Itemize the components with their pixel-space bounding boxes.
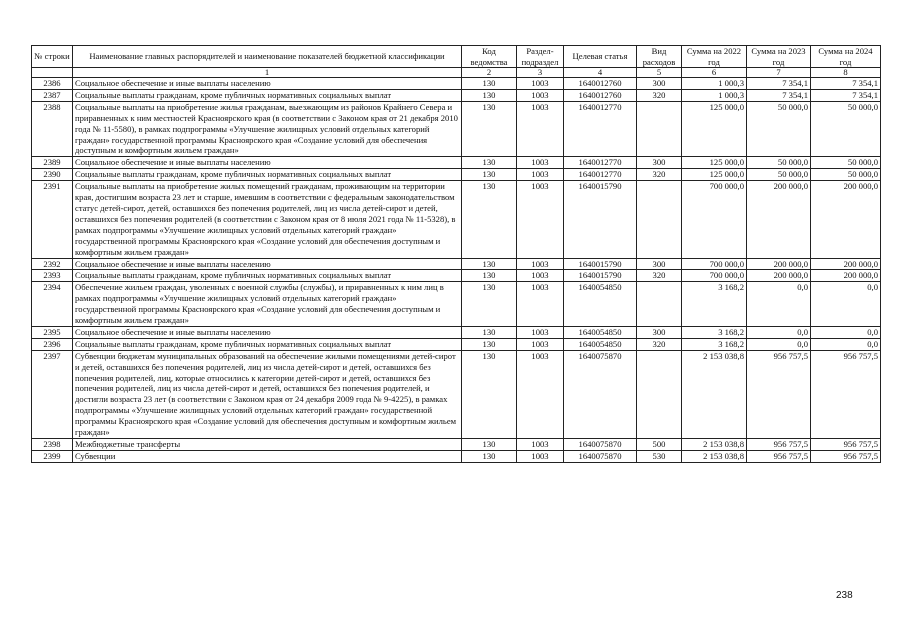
row-type-cell: 320 [637, 89, 682, 101]
row-sum-2024-cell: 956 757,5 [811, 350, 881, 438]
header-row-number: № строки [32, 46, 73, 68]
row-target-cell: 1640075870 [564, 439, 637, 451]
row-section-cell: 1003 [517, 282, 564, 327]
row-number-cell: 2393 [32, 270, 73, 282]
table-row [32, 270, 881, 282]
row-section-cell: 1003 [517, 258, 564, 270]
index-cell: 8 [811, 68, 881, 78]
row-number-cell: 2390 [32, 169, 73, 181]
row-name-cell: Социальные выплаты гражданам, кроме публичных нормативных социальных выплат [73, 270, 462, 282]
row-dept-cell: 130 [462, 181, 517, 258]
row-sum-2023-cell: 50 000,0 [747, 169, 811, 181]
row-sum-2023-cell: 956 757,5 [747, 350, 811, 438]
table-row [32, 101, 881, 157]
row-dept-cell: 130 [462, 326, 517, 338]
row-sum-2022-cell: 700 000,0 [682, 181, 747, 258]
row-dept-cell: 130 [462, 338, 517, 350]
row-sum-2024-cell: 200 000,0 [811, 258, 881, 270]
row-number-cell: 2389 [32, 157, 73, 169]
header-sum-2023: Сумма на 2023 год [747, 46, 811, 68]
table-row [32, 181, 881, 258]
table-row [32, 157, 881, 169]
column-index-row [32, 68, 881, 78]
row-name-cell: Социальные выплаты гражданам, кроме публичных нормативных социальных выплат [73, 338, 462, 350]
table-row [32, 282, 881, 327]
index-cell: 2 [462, 68, 517, 78]
row-sum-2023-cell: 956 757,5 [747, 450, 811, 462]
row-number-cell: 2395 [32, 326, 73, 338]
row-sum-2023-cell: 0,0 [747, 326, 811, 338]
row-sum-2022-cell: 700 000,0 [682, 258, 747, 270]
row-target-cell: 1640012770 [564, 101, 637, 157]
row-type-cell [637, 181, 682, 258]
row-name-cell: Социальные выплаты гражданам, кроме публичных нормативных социальных выплат [73, 89, 462, 101]
row-type-cell: 320 [637, 270, 682, 282]
table-row [32, 439, 881, 451]
row-dept-cell: 130 [462, 270, 517, 282]
row-section-cell: 1003 [517, 439, 564, 451]
row-type-cell: 300 [637, 157, 682, 169]
row-sum-2024-cell: 50 000,0 [811, 169, 881, 181]
row-sum-2024-cell: 956 757,5 [811, 439, 881, 451]
row-sum-2024-cell: 0,0 [811, 282, 881, 327]
row-target-cell: 1640012760 [564, 89, 637, 101]
row-target-cell: 1640054850 [564, 282, 637, 327]
row-sum-2024-cell: 200 000,0 [811, 181, 881, 258]
row-sum-2023-cell: 7 354,1 [747, 78, 811, 90]
row-sum-2023-cell: 956 757,5 [747, 439, 811, 451]
row-name-cell: Социальное обеспечение и иные выплаты населению [73, 157, 462, 169]
row-type-cell: 300 [637, 258, 682, 270]
row-dept-cell: 130 [462, 89, 517, 101]
row-number-cell: 2399 [32, 450, 73, 462]
table-row [32, 169, 881, 181]
header-target: Целевая статья [564, 46, 637, 68]
row-dept-cell: 130 [462, 258, 517, 270]
row-number-cell: 2398 [32, 439, 73, 451]
row-sum-2023-cell: 7 354,1 [747, 89, 811, 101]
row-sum-2023-cell: 50 000,0 [747, 101, 811, 157]
row-name-cell: Социальные выплаты на приобретение жилья гражданам, выезжающим из районов Крайнего Севера и приравненных к ним местностей Красноярского края (в соответствии с Законом края от 21 декабря 2010 года № 11-5580), в рамках подпрограммы «Улучшение жилищных условий отдельных категорий граждан» государственной программы Красноярского края «Создание условий для обеспечения доступным и комфортным жильем граждан» [73, 101, 462, 157]
row-section-cell: 1003 [517, 101, 564, 157]
row-sum-2023-cell: 200 000,0 [747, 181, 811, 258]
row-target-cell: 1640075870 [564, 350, 637, 438]
row-section-cell: 1003 [517, 89, 564, 101]
row-type-cell [637, 101, 682, 157]
row-type-cell: 300 [637, 78, 682, 90]
table-row [32, 78, 881, 90]
row-sum-2022-cell: 700 000,0 [682, 270, 747, 282]
row-dept-cell: 130 [462, 282, 517, 327]
row-sum-2022-cell: 2 153 038,8 [682, 450, 747, 462]
row-name-cell: Субвенции [73, 450, 462, 462]
row-dept-cell: 130 [462, 350, 517, 438]
row-sum-2022-cell: 1 000,3 [682, 78, 747, 90]
table-row [32, 326, 881, 338]
row-number-cell: 2392 [32, 258, 73, 270]
row-section-cell: 1003 [517, 326, 564, 338]
table-body [32, 78, 881, 463]
row-number-cell: 2396 [32, 338, 73, 350]
row-target-cell: 1640054850 [564, 326, 637, 338]
row-target-cell: 1640075870 [564, 450, 637, 462]
row-target-cell: 1640012770 [564, 169, 637, 181]
row-type-cell: 300 [637, 326, 682, 338]
header-section: Раздел-подраздел [517, 46, 564, 68]
row-target-cell: 1640015790 [564, 181, 637, 258]
row-section-cell: 1003 [517, 350, 564, 438]
index-cell: 3 [517, 68, 564, 78]
row-sum-2023-cell: 0,0 [747, 282, 811, 327]
row-sum-2024-cell: 7 354,1 [811, 89, 881, 101]
row-sum-2024-cell: 0,0 [811, 338, 881, 350]
row-target-cell: 1640012770 [564, 157, 637, 169]
budget-table [31, 45, 881, 463]
table-row [32, 258, 881, 270]
row-sum-2022-cell: 125 000,0 [682, 157, 747, 169]
row-sum-2023-cell: 200 000,0 [747, 258, 811, 270]
row-section-cell: 1003 [517, 169, 564, 181]
row-sum-2024-cell: 200 000,0 [811, 270, 881, 282]
row-sum-2022-cell: 3 168,2 [682, 326, 747, 338]
row-sum-2024-cell: 50 000,0 [811, 157, 881, 169]
row-target-cell: 1640012760 [564, 78, 637, 90]
row-dept-cell: 130 [462, 169, 517, 181]
row-type-cell [637, 350, 682, 438]
row-section-cell: 1003 [517, 78, 564, 90]
row-sum-2022-cell: 1 000,3 [682, 89, 747, 101]
row-sum-2024-cell: 50 000,0 [811, 101, 881, 157]
row-sum-2023-cell: 0,0 [747, 338, 811, 350]
table-row [32, 350, 881, 438]
row-type-cell: 320 [637, 338, 682, 350]
index-cell: 1 [73, 68, 462, 78]
row-name-cell: Межбюджетные трансферты [73, 439, 462, 451]
header-expense-type: Вид расходов [637, 46, 682, 68]
row-type-cell [637, 282, 682, 327]
table-row [32, 450, 881, 462]
row-name-cell: Социальное обеспечение и иные выплаты населению [73, 326, 462, 338]
row-target-cell: 1640015790 [564, 258, 637, 270]
header-dept-code: Код ведомства [462, 46, 517, 68]
row-sum-2022-cell: 3 168,2 [682, 282, 747, 327]
row-section-cell: 1003 [517, 270, 564, 282]
row-section-cell: 1003 [517, 157, 564, 169]
row-sum-2023-cell: 200 000,0 [747, 270, 811, 282]
row-target-cell: 1640054850 [564, 338, 637, 350]
row-sum-2023-cell: 50 000,0 [747, 157, 811, 169]
row-number-cell: 2387 [32, 89, 73, 101]
index-cell: 7 [747, 68, 811, 78]
index-cell: 4 [564, 68, 637, 78]
row-sum-2022-cell: 125 000,0 [682, 169, 747, 181]
row-sum-2024-cell: 956 757,5 [811, 450, 881, 462]
page-number: 238 [836, 590, 853, 601]
row-sum-2022-cell: 3 168,2 [682, 338, 747, 350]
header-sum-2024: Сумма на 2024 год [811, 46, 881, 68]
row-dept-cell: 130 [462, 450, 517, 462]
row-sum-2024-cell: 0,0 [811, 326, 881, 338]
row-number-cell: 2386 [32, 78, 73, 90]
row-number-cell: 2388 [32, 101, 73, 157]
index-cell: 6 [682, 68, 747, 78]
row-type-cell: 530 [637, 450, 682, 462]
row-section-cell: 1003 [517, 181, 564, 258]
header-row [32, 46, 881, 68]
table-row [32, 89, 881, 101]
row-target-cell: 1640015790 [564, 270, 637, 282]
row-dept-cell: 130 [462, 157, 517, 169]
row-type-cell: 500 [637, 439, 682, 451]
row-dept-cell: 130 [462, 439, 517, 451]
row-name-cell: Социальные выплаты на приобретение жилых помещений гражданам, проживающим на территории края, достигшим возраста 23 лет и старше, имевшим в соответствии с федеральным законодательством статус детей-сирот, детей, оставшихся без попечения родителей, лиц из числа детей-сирот и детей, оставшихся без попечения родителей (в соответствии с Законом края от 8 июля 2021 года № 11-5328), в рамках подпрограммы «Улучшение жилищных условий отдельных категорий граждан» государственной программы Красноярского края «Создание условий для обеспечения доступным и комфортным жильем граждан» [73, 181, 462, 258]
row-number-cell: 2397 [32, 350, 73, 438]
index-cell: 5 [637, 68, 682, 78]
row-dept-cell: 130 [462, 101, 517, 157]
row-dept-cell: 130 [462, 78, 517, 90]
table-row [32, 338, 881, 350]
header-sum-2022: Сумма на 2022 год [682, 46, 747, 68]
row-number-cell: 2394 [32, 282, 73, 327]
row-name-cell: Обеспечение жильем граждан, уволенных с военной службы (службы), и приравненных к ним лиц в рамках подпрограммы «Улучшение жилищных условий отдельных категорий граждан» государственной программы Красноярского края «Создание условий для обеспечения доступным и комфортным жильем граждан» [73, 282, 462, 327]
row-sum-2022-cell: 2 153 038,8 [682, 350, 747, 438]
row-name-cell: Субвенции бюджетам муниципальных образований на обеспечение жилыми помещениями детей-сирот и детей, оставшихся без попечения родителей, лиц из числа детей-сирот и детей, оставшихся без попечения родителей, лиц, которые относились к категории детей-сирот и детей, оставшихся без попечения родителей, лиц из числа детей-сирот и детей, оставшихся без попечения родителей, и достигли возраста 23 лет (в соответствии с Законом края от 24 декабря 2009 года № 9-4225), в рамках подпрограммы «Улучшение жилищных условий отдельных категорий граждан» государственной программы Красноярского края «Создание условий для обеспечения доступным и комфортным жильем граждан» [73, 350, 462, 438]
index-cell [32, 68, 73, 78]
row-sum-2024-cell: 7 354,1 [811, 78, 881, 90]
row-section-cell: 1003 [517, 338, 564, 350]
row-sum-2022-cell: 125 000,0 [682, 101, 747, 157]
row-number-cell: 2391 [32, 181, 73, 258]
row-name-cell: Социальное обеспечение и иные выплаты населению [73, 258, 462, 270]
row-sum-2022-cell: 2 153 038,8 [682, 439, 747, 451]
row-type-cell: 320 [637, 169, 682, 181]
row-name-cell: Социальные выплаты гражданам, кроме публичных нормативных социальных выплат [73, 169, 462, 181]
header-name: Наименование главных распорядителей и наименование показателей бюджетной классификации [73, 46, 462, 68]
row-name-cell: Социальное обеспечение и иные выплаты населению [73, 78, 462, 90]
row-section-cell: 1003 [517, 450, 564, 462]
